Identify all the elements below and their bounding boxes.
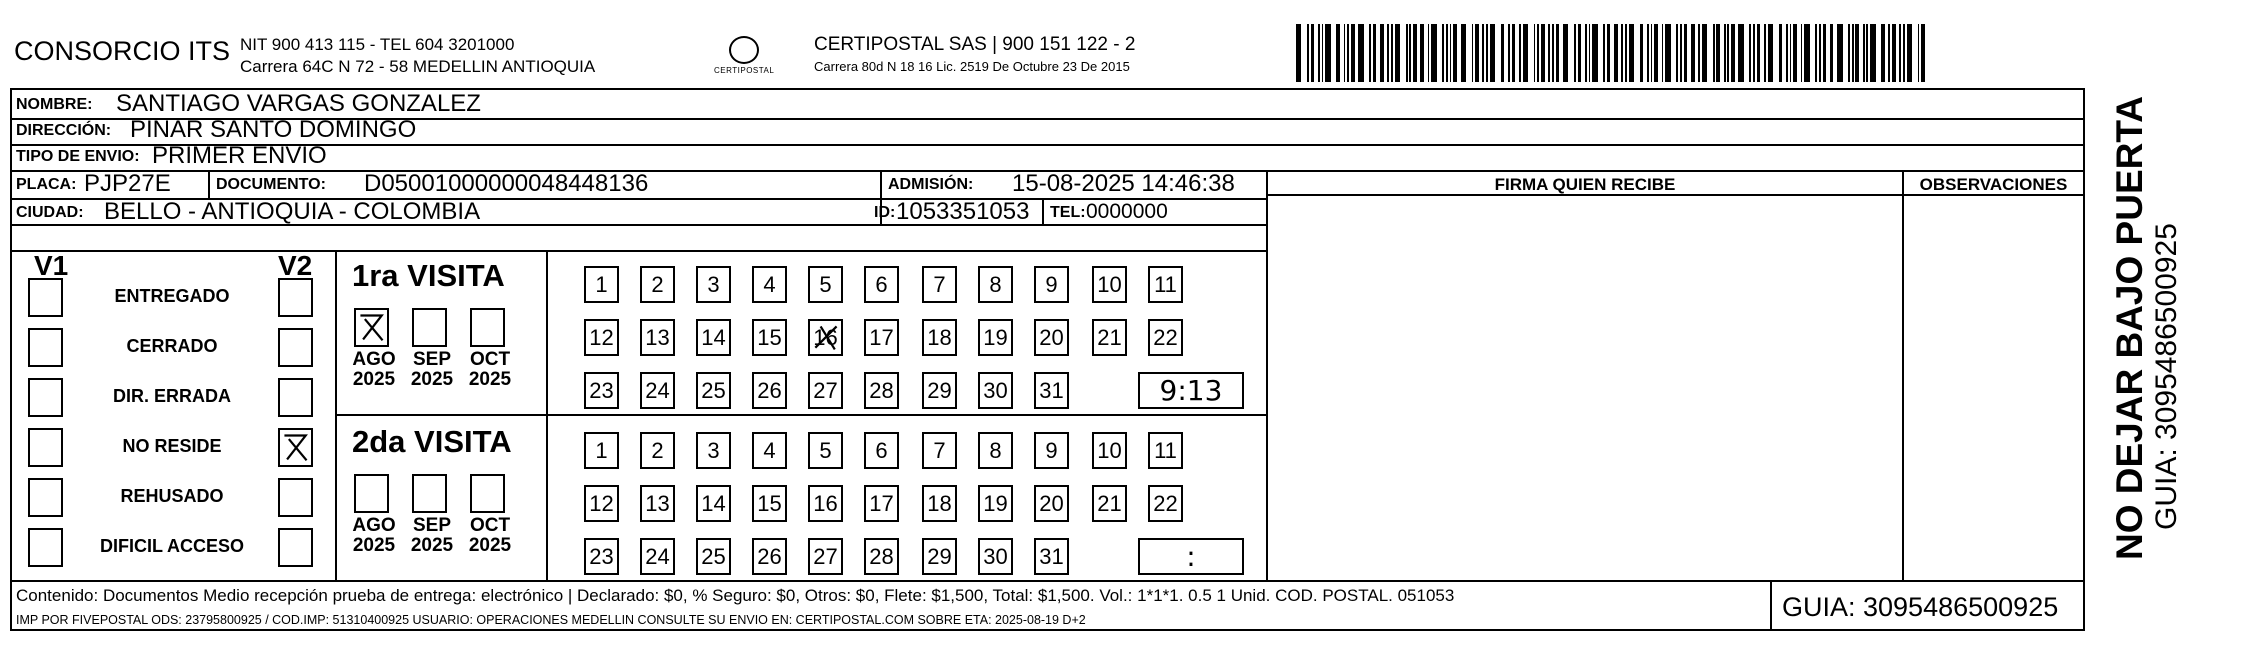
barcode-bar <box>1713 24 1715 82</box>
barcode-bar <box>1336 24 1340 82</box>
barcode-bar <box>1431 24 1436 82</box>
barcode-bar <box>1757 24 1761 82</box>
barcode-bar <box>1592 24 1597 82</box>
barcode-bar <box>1409 24 1411 82</box>
barcode-bar <box>1490 24 1495 82</box>
barcode-bar <box>1815 24 1817 82</box>
tel-label: TEL: <box>1050 204 1086 221</box>
barcode-bar <box>1472 24 1474 82</box>
day-box[interactable]: 13 <box>640 485 675 522</box>
month-checkbox[interactable] <box>412 308 447 347</box>
day-box[interactable]: 14 <box>696 485 731 522</box>
barcode-bar <box>1691 24 1695 82</box>
month-checkbox[interactable] <box>470 474 505 513</box>
barcode-bar <box>1585 24 1587 82</box>
day-box[interactable]: 11 <box>1148 432 1183 469</box>
side-text <box>2110 40 2184 560</box>
barcode-bar <box>1486 24 1488 82</box>
day-box[interactable]: 30 <box>978 538 1013 575</box>
barcode-bar <box>1548 24 1550 82</box>
certipostal-logo-icon <box>729 36 759 64</box>
barcode-bar <box>1684 24 1688 82</box>
no-dejar-bajo-puerta: NO DEJAR BAJO PUERTA <box>2109 96 2150 560</box>
day-box[interactable]: 9 <box>1034 432 1069 469</box>
day-box[interactable]: 29 <box>922 538 957 575</box>
day-box[interactable]: 27 <box>808 538 843 575</box>
barcode-bar <box>1369 24 1371 82</box>
barcode-bar <box>1651 24 1653 82</box>
recipient-name: SANTIAGO VARGAS GONZALEZ <box>116 90 481 117</box>
day-box[interactable]: 26 <box>752 372 787 409</box>
barcode-bar <box>1461 24 1466 82</box>
day-box[interactable]: 3 <box>696 266 731 303</box>
day-box[interactable]: 26 <box>752 538 787 575</box>
documento: D05001000000048448136 <box>364 170 649 197</box>
certipostal-line: CERTIPOSTAL SAS | 900 151 122 - 2 <box>814 34 1136 55</box>
month-label: SEP 2025 <box>410 515 454 556</box>
barcode-bar <box>1358 24 1363 82</box>
guide-form <box>10 88 2085 631</box>
barcode-bar <box>1870 24 1875 82</box>
barcode-bar <box>1541 24 1545 82</box>
barcode-bar <box>1676 24 1678 82</box>
v1-checkbox[interactable] <box>28 328 63 367</box>
day-box[interactable]: 28 <box>864 538 899 575</box>
v2-label: V2 <box>278 250 313 281</box>
barcode-bar <box>1621 24 1623 82</box>
barcode-bar <box>1413 24 1417 82</box>
barcode-bar <box>1790 24 1792 82</box>
barcode-bar <box>1446 24 1448 82</box>
barcode-bar <box>1918 24 1920 82</box>
day-box[interactable]: 2 <box>640 432 675 469</box>
barcode-bar <box>1793 24 1797 82</box>
day-box[interactable]: 20 <box>1034 319 1069 356</box>
v2-checkbox[interactable] <box>278 428 313 467</box>
day-box[interactable]: 30 <box>978 372 1013 409</box>
barcode-bar <box>1322 24 1324 82</box>
visit-title: 1ra VISITA <box>352 258 505 293</box>
barcode-bar <box>1373 24 1377 82</box>
barcode-bar <box>1629 24 1634 82</box>
footer-guia: GUIA: 3095486500925 <box>1782 592 2059 622</box>
tel: 0000000 <box>1086 200 1168 223</box>
barcode-bar <box>1749 24 1751 82</box>
placa-label: PLACA: <box>16 176 77 193</box>
barcode-bar <box>1801 24 1803 82</box>
status-option-label: DIFICIL ACCESO <box>99 536 244 556</box>
month-label: AGO 2025 <box>352 515 396 556</box>
admision: 15-08-2025 14:46:38 <box>1012 170 1235 197</box>
barcode-bar <box>1512 24 1516 82</box>
barcode-bar <box>1866 24 1868 82</box>
company-name: CONSORCIO ITS <box>14 36 231 66</box>
barcode-bar <box>1453 24 1457 82</box>
day-box[interactable]: 8 <box>978 432 1013 469</box>
barcode-bar <box>1680 24 1682 82</box>
admision-label: ADMISIÓN: <box>888 176 974 193</box>
month-label: SEP 2025 <box>410 349 454 390</box>
v1-label: V1 <box>34 250 69 281</box>
barcode-bar <box>1347 24 1349 82</box>
day-box[interactable]: 21 <box>1092 319 1127 356</box>
day-box[interactable]: 1 <box>584 266 619 303</box>
day-box[interactable]: 31 <box>1034 372 1069 409</box>
id-label: ID: <box>874 204 896 221</box>
visit-time[interactable]: : <box>1138 538 1244 575</box>
license-line: Carrera 80d N 18 16 Lic. 2519 De Octubre 23 De 2015 <box>814 59 1130 74</box>
barcode-bar <box>1716 24 1720 82</box>
day-box[interactable]: 20 <box>1034 485 1069 522</box>
barcode-bar <box>1387 24 1389 82</box>
day-box[interactable]: 21 <box>1092 485 1127 522</box>
barcode-bar <box>1907 24 1912 82</box>
side-guia: GUIA: 3095486500925 <box>2150 223 2183 530</box>
tipo-envio: PRIMER ENVIO <box>152 142 327 169</box>
day-box[interactable]: 3 <box>696 432 731 469</box>
barcode-bar <box>1537 24 1539 82</box>
barcode-bar <box>1589 24 1591 82</box>
v2-checkbox[interactable] <box>278 278 313 317</box>
barcode-bar <box>1523 24 1528 82</box>
barcode-bar <box>1556 24 1560 82</box>
month-label: OCT 2025 <box>468 349 512 390</box>
day-box[interactable]: 6 <box>864 266 899 303</box>
barcode-bar <box>1819 24 1821 82</box>
x-mark-icon <box>356 310 387 345</box>
day-box[interactable]: 13 <box>640 319 675 356</box>
barcode-bar <box>1607 24 1611 82</box>
v2-checkbox[interactable] <box>278 478 313 517</box>
barcode-bar <box>1855 24 1859 82</box>
barcode-bar <box>1603 24 1605 82</box>
barcode-bar <box>1625 24 1627 82</box>
company-nit: NIT 900 413 115 - TEL 604 3201000 <box>240 35 515 54</box>
v1-checkbox[interactable] <box>28 528 63 567</box>
recipient-address: PINAR SANTO DOMINGO <box>130 116 417 143</box>
barcode-bar <box>1779 24 1783 82</box>
v1-checkbox[interactable] <box>28 278 63 317</box>
day-box[interactable]: 10 <box>1092 432 1127 469</box>
barcode-bar <box>1614 24 1618 82</box>
barcode-bar <box>1848 24 1850 82</box>
month-checkbox[interactable] <box>470 308 505 347</box>
month-label: OCT 2025 <box>468 515 512 556</box>
barcode-bar <box>1863 24 1865 82</box>
barcode-bar <box>1738 24 1743 82</box>
x-mark-icon <box>810 321 841 354</box>
v1-checkbox[interactable] <box>28 378 63 417</box>
day-box[interactable]: 12 <box>584 485 619 522</box>
status-option-label: REHUSADO <box>120 486 224 506</box>
barcode-bar <box>1501 24 1505 82</box>
barcode-bar <box>1442 24 1444 82</box>
barcode-bar <box>1888 24 1890 82</box>
day-box[interactable]: 29 <box>922 372 957 409</box>
day-box[interactable]: 1 <box>584 432 619 469</box>
barcode-bar <box>1731 24 1735 82</box>
barcode-bar <box>1830 24 1834 82</box>
firma-header: FIRMA QUIEN RECIBE <box>1494 175 1676 194</box>
barcode-bar <box>1296 24 1301 82</box>
day-box[interactable]: 2 <box>640 266 675 303</box>
barcode-bar <box>1823 24 1827 82</box>
barcode-bar <box>1921 24 1925 82</box>
barcode-bar <box>1768 24 1773 82</box>
barcode-bar <box>1475 24 1479 82</box>
day-box[interactable]: 12 <box>584 319 619 356</box>
barcode-bar <box>1892 24 1896 82</box>
documento-label: DOCUMENTO: <box>216 176 326 193</box>
status-option-label: ENTREGADO <box>114 286 230 306</box>
barcode-bar <box>1786 24 1788 82</box>
status-option-label: NO RESIDE <box>122 436 222 456</box>
day-box[interactable]: 19 <box>978 485 1013 522</box>
company-address: Carrera 64C N 72 - 58 MEDELLIN ANTIOQUIA <box>240 57 596 76</box>
day-box[interactable]: 4 <box>752 432 787 469</box>
day-box[interactable]: 23 <box>584 372 619 409</box>
day-box[interactable]: 18 <box>922 485 957 522</box>
barcode-bar <box>1698 24 1700 82</box>
month-checkbox[interactable] <box>412 474 447 513</box>
barcode-bar <box>1753 24 1755 82</box>
day-box[interactable]: 7 <box>922 432 957 469</box>
barcode-bar <box>1903 24 1905 82</box>
barcode-bar <box>1665 24 1670 82</box>
day-box[interactable]: 28 <box>864 372 899 409</box>
day-box[interactable]: 24 <box>640 538 675 575</box>
day-box[interactable]: 7 <box>922 266 957 303</box>
placa: PJP27E <box>84 170 171 197</box>
v1-checkbox[interactable] <box>28 428 63 467</box>
x-mark-icon <box>280 430 311 465</box>
barcode-bar <box>1344 24 1346 82</box>
barcode-bar <box>1881 24 1885 82</box>
ciudad: BELLO - ANTIOQUIA - COLOMBIA <box>104 198 481 225</box>
footer-content: Contenido: Documentos Medio recepción prueba de entrega: electrónico | Declarado: $0, % Seguro: $0, Otros: $0, Flete: $1,500, Total: $1,500. Vol.: 1*1*1. 0.5 1 Unid. COD. POSTAL. 051053 <box>16 586 1455 605</box>
barcode-bar <box>1727 24 1729 82</box>
day-box[interactable]: 17 <box>864 485 899 522</box>
observaciones-header: OBSERVACIONES <box>1919 175 2068 194</box>
month-label: AGO 2025 <box>352 349 396 390</box>
status-option-label: CERRADO <box>126 336 218 356</box>
barcode-bar <box>1552 24 1554 82</box>
visit-time[interactable]: 9:13 <box>1138 372 1244 409</box>
logo-text: CERTIPOSTAL <box>714 66 775 75</box>
day-box[interactable]: 24 <box>640 372 675 409</box>
barcode-bar <box>1640 24 1644 82</box>
day-box[interactable]: 10 <box>1092 266 1127 303</box>
day-box[interactable]: 27 <box>808 372 843 409</box>
day-box[interactable]: 15 <box>752 485 787 522</box>
barcode-bar <box>1578 24 1582 82</box>
day-box[interactable]: 16 <box>808 485 843 522</box>
barcode-bar <box>1654 24 1658 82</box>
barcode-bar <box>1307 24 1309 82</box>
direccion-label: DIRECCIÓN: <box>16 122 112 139</box>
barcode-bar <box>1325 24 1330 82</box>
day-box[interactable]: 11 <box>1148 266 1183 303</box>
day-box[interactable]: 8 <box>978 266 1013 303</box>
barcode-bar <box>1702 24 1707 82</box>
barcode-bar <box>1764 24 1766 82</box>
barcode-bar <box>1351 24 1355 82</box>
barcode-bar <box>1318 24 1320 82</box>
barcode-bar <box>1420 24 1424 82</box>
barcode-bar <box>1508 24 1510 82</box>
v2-checkbox[interactable] <box>278 528 313 567</box>
day-box[interactable]: 6 <box>864 432 899 469</box>
day-box[interactable]: 4 <box>752 266 787 303</box>
tipo-envio-label: TIPO DE ENVIO: <box>16 148 140 165</box>
day-box[interactable]: 25 <box>696 538 731 575</box>
barcode-bar <box>1563 24 1568 82</box>
barcode-bar <box>1574 24 1576 82</box>
footer-imp: IMP POR FIVEPOSTAL ODS: 23795800925 / COD.IMP: 51310400925 USUARIO: OPERACIONES MEDELLIN CONSULTE SU ENVIO EN: CERTIPOSTAL.COM SOBRE ETA: 2025-08-19 D+2 <box>16 613 1086 627</box>
v1-checkbox[interactable] <box>28 478 63 517</box>
ciudad-label: CIUDAD: <box>16 204 84 221</box>
day-box[interactable]: 14 <box>696 319 731 356</box>
barcode-bar <box>1519 24 1521 82</box>
day-box[interactable]: 19 <box>978 319 1013 356</box>
day-box[interactable]: 9 <box>1034 266 1069 303</box>
barcode-bar <box>1804 24 1809 82</box>
barcode-bar <box>1852 24 1854 82</box>
barcode-bar <box>1450 24 1452 82</box>
barcode-bar <box>1899 24 1901 82</box>
barcode-bar <box>1837 24 1842 82</box>
barcode-bar <box>1380 24 1384 82</box>
barcode-bar <box>1311 24 1315 82</box>
barcode-bar <box>1647 24 1649 82</box>
recipient-id: 1053351053 <box>896 198 1030 225</box>
day-box[interactable]: 22 <box>1148 485 1183 522</box>
barcode-bar <box>1391 24 1393 82</box>
barcode-bar <box>1724 24 1726 82</box>
day-box[interactable]: 5 <box>808 266 843 303</box>
month-checkbox[interactable] <box>354 474 389 513</box>
visit-title: 2da VISITA <box>352 424 512 459</box>
barcode-bar <box>1534 24 1536 82</box>
day-box[interactable]: 5 <box>808 432 843 469</box>
day-box[interactable]: 31 <box>1034 538 1069 575</box>
barcode-bar <box>1428 24 1430 82</box>
month-checkbox[interactable] <box>354 308 389 347</box>
day-box[interactable]: 25 <box>696 372 731 409</box>
barcode-bar <box>1482 24 1484 82</box>
v2-checkbox[interactable] <box>278 378 313 417</box>
nombre-label: NOMBRE: <box>16 96 93 113</box>
day-box[interactable]: 17 <box>864 319 899 356</box>
day-box[interactable]: 16 <box>808 319 843 356</box>
v2-checkbox[interactable] <box>278 328 313 367</box>
barcode <box>1296 24 1930 82</box>
status-option-label: DIR. ERRADA <box>112 386 231 406</box>
barcode-bar <box>1395 24 1400 82</box>
barcode-bar <box>1406 24 1408 82</box>
barcode-bar <box>1662 24 1664 82</box>
day-box[interactable]: 22 <box>1148 319 1183 356</box>
day-box[interactable]: 18 <box>922 319 957 356</box>
day-box[interactable]: 23 <box>584 538 619 575</box>
day-box[interactable]: 15 <box>752 319 787 356</box>
